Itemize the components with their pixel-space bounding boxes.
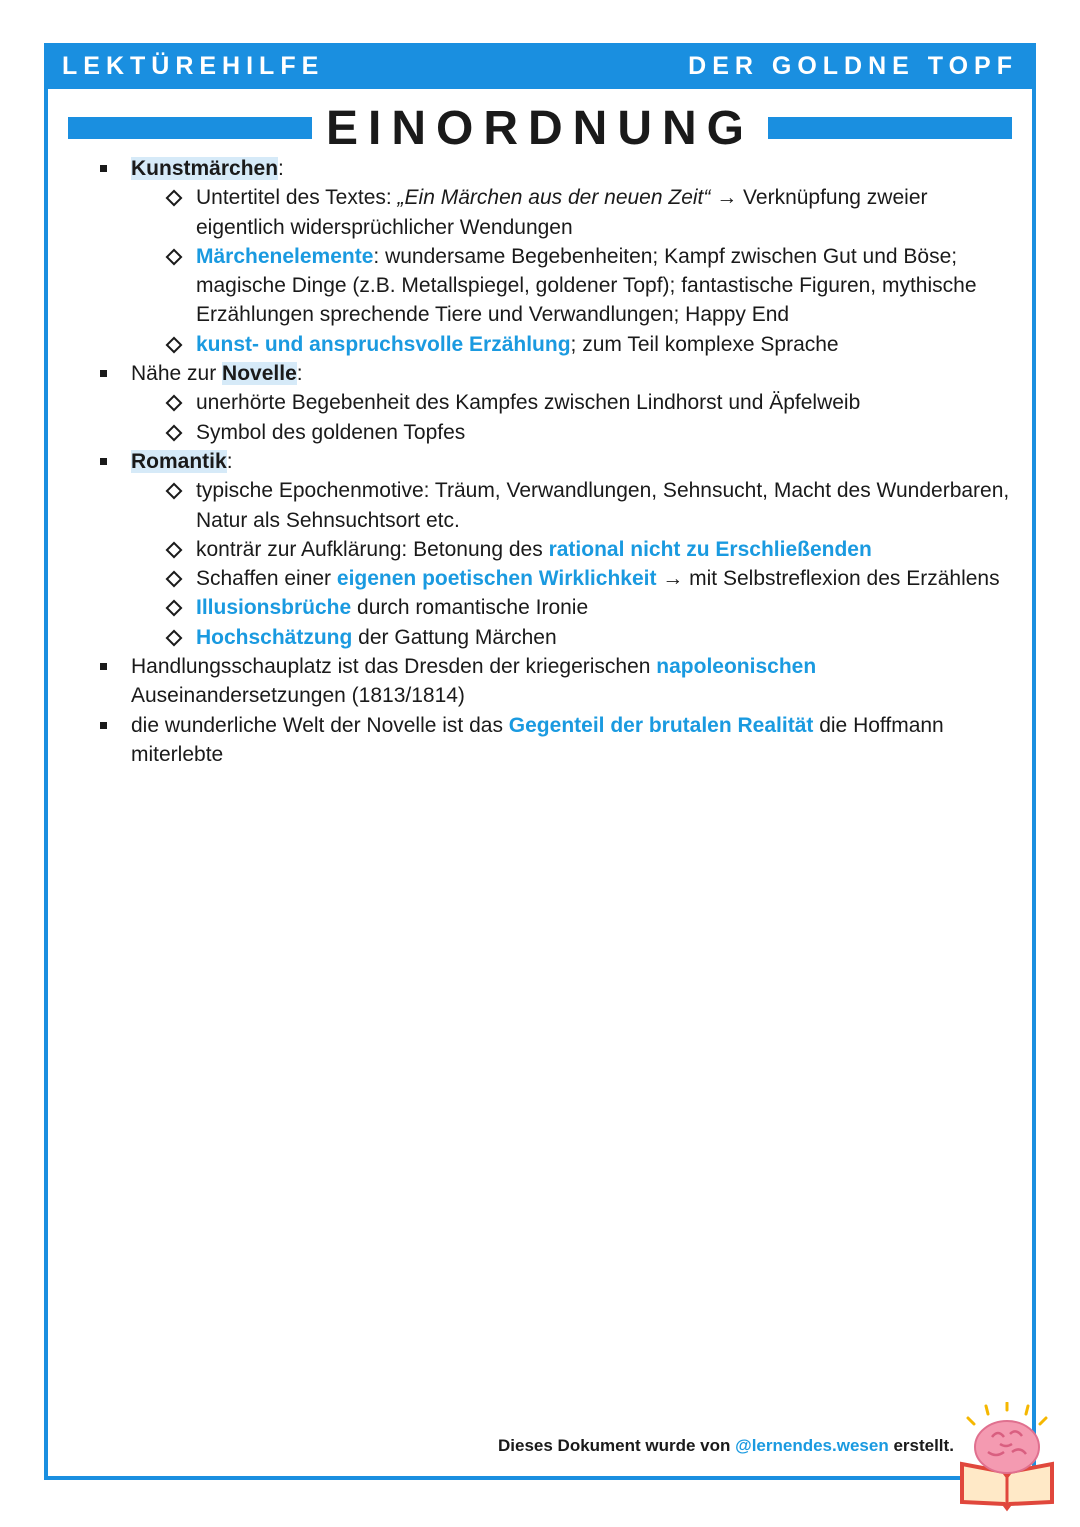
sublist	[131, 388, 1018, 447]
title-line-left	[68, 117, 312, 139]
list-item: typische Epochenmotive: Träum, Verwandlungen, Sehnsucht, Macht des Wunderbaren, Natur als Sehnsuchtsort etc.	[196, 476, 1018, 535]
list-item: Hochschätzung der Gattung Märchen	[196, 623, 1018, 652]
title-row	[68, 100, 1012, 156]
sublist	[131, 183, 1018, 359]
list-item-welt: die wunderliche Welt der Novelle ist das Gegenteil der brutalen Realität die Hoffmann miterlebte	[98, 711, 1018, 770]
title-line-right	[768, 117, 1012, 139]
list-item: Märchenelemente: wundersame Begebenheiten; Kampf zwischen Gut und Böse; magische Dinge (z.B. Metallspiegel, goldener Topf); fantastische Figuren, mythische Erzählungen sprechende Tiere und Verwandlungen; Happy End	[196, 242, 1018, 330]
list-item: Untertitel des Textes: „Ein Märchen aus der neuen Zeit“ → Verknüpfung zweier eigentlich widersprüchlicher Wendungen	[196, 183, 1018, 242]
footer-credit: Dieses Dokument wurde von @lernendes.wesen erstellt.	[498, 1436, 954, 1455]
header-bar	[44, 43, 1036, 89]
list-item: kunst- und anspruchsvolle Erzählung; zum Teil komplexe Sprache	[196, 330, 1018, 359]
brain-book-icon	[952, 1402, 1062, 1512]
list-item: Schaffen einer eigenen poetischen Wirklichkeit → mit Selbstreflexion des Erzählens	[196, 564, 1018, 593]
sublist	[131, 476, 1018, 652]
list-item: Symbol des goldenen Topfes	[196, 418, 1018, 447]
list-item-romantik: Romantik: typische Epochenmotive: Träum, Verwandlungen, Sehnsucht, Macht des Wunderbaren, Natur als Sehnsuchtsort etc. konträr zur Aufklärung: Betonung des rational nicht zu Erschließenden Schaffen einer eigenen poetischen Wirklichkeit → mit Selbstreflexion des Erzählens Illusionsbrüche durch romantische Ironie Hochschätzung der Gattung Märchen	[98, 447, 1018, 652]
list-item-kunstmaerchen: Kunstmärchen: Untertitel des Textes: „Ein Märchen aus der neuen Zeit“ → Verknüpfung zweier eigentlich widersprüchlicher Wendungen Märchenelemente: wundersame Begebenheiten; Kampf zwischen Gut und Böse; magische Dinge (z.B. Metallspiegel, goldener Topf); fantastische Figuren, mythische Erzählungen sprechende Tiere und Verwandlungen; Happy End kunst- und anspruchsvolle Erzählung; zum Teil komplexe Sprache	[98, 154, 1018, 359]
main-list	[98, 154, 1018, 769]
list-item: konträr zur Aufklärung: Betonung des rational nicht zu Erschließenden	[196, 535, 1018, 564]
page-title: EINORDNUNG	[326, 101, 755, 155]
header-right: DER GOLDNE TOPF	[688, 51, 1018, 80]
list-item-schauplatz: Handlungsschauplatz ist das Dresden der kriegerischen napoleonischen Auseinandersetzungen (1813/1814)	[98, 652, 1018, 711]
content	[98, 154, 1018, 769]
list-item: Illusionsbrüche durch romantische Ironie	[196, 593, 1018, 622]
header-left: LEKTÜREHILFE	[62, 51, 325, 80]
author-link[interactable]: @lernendes.wesen	[735, 1436, 889, 1455]
list-item: unerhörte Begebenheit des Kampfes zwischen Lindhorst und Äpfelweib	[196, 388, 1018, 417]
list-item-novelle: Nähe zur Novelle: unerhörte Begebenheit des Kampfes zwischen Lindhorst und Äpfelweib Symbol des goldenen Topfes	[98, 359, 1018, 447]
